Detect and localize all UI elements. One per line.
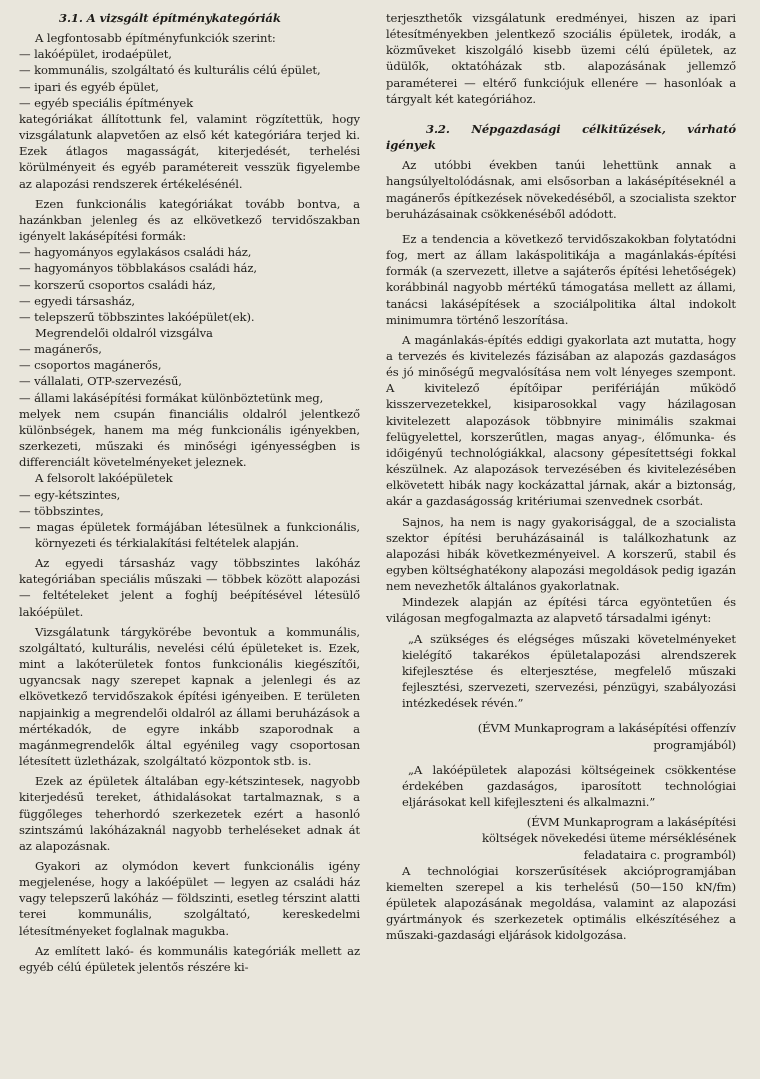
citation-source: (ÉVM Munkaprogram a lakásépítési offenzív programjából) [477,721,736,752]
block-quote: „A lakóépületek alapozási költségeinek csökkentése érdekében gazdaságos, iparosított technológiai eljárásokat kell kifejleszteni és alkalmazni.” [402,762,736,810]
right-paragraph: Ez a tendencia a következő tervidőszakokban folytatódni fog, mert az állam lakáspolitikája a magánlakás-építési formák (a szervezett, illetve a sajáterős építési lehetőségek) korábbinál nagyobb mértékű támogatása mellett az állami, tanácsi lakásépítések a szociálpolitika által indokolt minimumra történő leszorítása. [386,231,736,327]
list-item: — egy-kétszintes, [19,487,121,502]
list-item: — telepszerű többszintes lakóépület(ek). [19,309,255,324]
right-paragraph: terjeszthetők vizsgálatunk eredményei, hiszen az ipari létesítményekben jelentkező szociális épületek, irodák, a közműveket kiszolgáló kisebb üzemi célú épületek, az üdülők, oktatóházak stb. alapozásának jellemző paraméterei — eltérő funkciójuk ellenére — hasonlóak a tárgyalt két kategóriához. [386,11,736,106]
list-item: — magánerős, [19,342,102,357]
left-paragraph: Vizsgálatunk tárgykörébe bevontuk a kommunális, szolgáltató, kulturális, nevelési célú épületeket is. Ezek, mint a lakóterületek fontos funkcionális kiegészítői, ugyancsak nagy szerepet kapnak a jelenlegi és az elkövetkező tervidőszakok építési igényeiben. E területen napjainkig a megrendelői oldalról az állami beruházások a mértékadók, de egyre inkább szaporodnak a magánmegrendelők által egyénileg vagy csoportosan létesített üzletházak, szolgáltató központok stb. is. [19,624,360,769]
left-column [19,10,360,1074]
left-paragraph: Gyakori az olymódon kevert funkcionális igény megjelenése, hogy a lakóépület — legyen az családi ház vagy telepszerű lakóház — földszinti, esetleg térszint alatti terei kommunális, szolgáltató, kereskedelmi létesítményeket foglalnak magukba. [19,858,360,938]
right-column [386,10,736,1074]
right-paragraph: Mindezek alapján az építési tárca egyöntetűen és világosan megfogalmazta az alapvető társadalmi igényt: [386,595,736,626]
list-item: — ipari és egyéb épület, [19,79,159,94]
right-paragraph: A magánlakás-építés eddigi gyakorlata azt mutatta, hogy a tervezés és kivitelezés fázisában az alapozás gazdaságos és jó minőségű megvalósítása nem volt lényeges szempont. A kivitelező építőipar perifériáján működő kisszervezetekkel, kisiparosokkal vagy házilagosan kivitelezett alapozások többnyire minimális szakmai felügyelettel, korszerűtlen, magas anyag-, élőmunka- és időigényű technológiákkal, alacsony gépesítettségi fokkal készülnek. Az alapozások tervezésében és kivitelezésében elkövetett hibák nagy kockázattal járnak, akár a biztonság, akár a gazdaságosság kritériumai szenvednek csorbát. [386,332,736,509]
section-heading: 3.1. A vizsgált építménykategóriák [59,11,281,25]
list-item: — egyedi társasház, [19,293,135,308]
right-paragraph: A technológiai korszerűsítések akcióprogramjában kiemelten szerepel a kis terhelésű (50—150 kN/fm) épületek alapozásának megoldása, valamint az alapozási gyártmányok és szerkezetek optimális elkészítéséhez a műszaki-gazdasági eljárások kidolgozása. [386,863,736,943]
list-item: — hagyományos többlakásos családi ház, [19,261,257,276]
left-paragraph: A felsorolt lakóépületek [35,471,173,486]
list-item: — lakóépület, irodaépület, [19,47,172,62]
list-item: — magas épületek formájában létesülnek a funkcionális, környezeti és térkialakítási feltételek alapján. [19,519,360,550]
left-paragraph: melyek nem csupán financiális oldalról jelentkező különbségek, hanem ma még funkcionális igényekben, szerkezeti, műszaki és minőségi igényességben is differenciált követelményeket jeleznek. [19,406,360,470]
right-paragraph: Sajnos, ha nem is nagy gyakorisággal, de a szocialista szektor építési beruházásainál is találkozhatunk az alapozási hibák következményeivel. A korszerű, stabil és egyben költséghatékony alapozási megoldások pedig igazán nem nevezhetők általános gyakorlatnak. [386,514,736,594]
list-item: — vállalati, OTP-szervezésű, [19,374,182,389]
list-item: — többszintes, [19,503,104,518]
left-paragraph: A legfontosabb építményfunkciók szerint: [35,31,276,46]
list-item: — korszerű csoportos családi ház, [19,277,216,292]
block-quote: „A szükséges és elégséges műszaki követelményeket kielégítő takarékos épületalapozási alrendszerek kifejlesztése és elterjesztése, megfelelő műszaki fejlesztési, szervezeti, szervezési, pénzügyi, szabályozási intézkedések révén.” [402,631,736,711]
list-item: — csoportos magánerős, [19,358,162,373]
left-paragraph: Ezen funkcionális kategóriákat tovább bontva, a hazánkban jelenleg és az elkövetkező tervidőszakban igényelt lakásépítési formák: [19,196,360,244]
section-heading: 3.2. Népgazdasági célkitűzések, várható igények [386,121,736,153]
left-paragraph: Az említett lakó- és kommunális kategóriák mellett az egyéb célú épületek jelentős részére ki- [19,943,360,974]
list-item: — egyéb speciális építmények [19,95,194,110]
left-paragraph: Megrendelői oldalról vizsgálva [35,325,213,340]
citation-source: (ÉVM Munkaprogram a lakásépítési költségek növekedési üteme mérséklésének feladataira c. programból) [481,815,736,862]
left-paragraph: Ezek az épületek általában egy-kétszintesek, nagyobb kiterjedésű tereket, áthidalásokat tartalmaznak, s a függőleges teherhordó szerkezetek ezért a hasonló szintszámú lakóházaknál nagyobb terheléseket adnak át az alapozásnak. [19,774,360,853]
list-item: — hagyományos egylakásos családi ház, [19,245,252,260]
list-item: — kommunális, szolgáltató és kulturális célú épület, [19,63,321,78]
left-paragraph: Az egyedi társasház vagy többszintes lakóház kategóriában speciális műszaki — többek között alapozási — feltételeket jelent a foghíj beépítésével létesülő lakóépület. [19,556,360,619]
left-paragraph: kategóriákat állítottunk fel, valamint rögzítettük, hogy vizsgálatunk alapvetően az első két kategóriára terjed ki. Ezek átlagos magasságát, kiterjedését, terhelési körülményeit és egyéb paramétereit vesszük figyelembe az alapozási rendszerek értékelésénél. [19,111,360,191]
list-item: — állami lakásépítési formákat különböztetünk meg, [19,390,324,405]
right-paragraph: Az utóbbi években tanúi lehettünk annak a hangsúlyeltolódásnak, ami elsősorban a lakásépítéseknél a magánerős építkezések növekedéséből, a szocialista szektor beruházásainak csökkenéséből adódott. [386,158,736,221]
